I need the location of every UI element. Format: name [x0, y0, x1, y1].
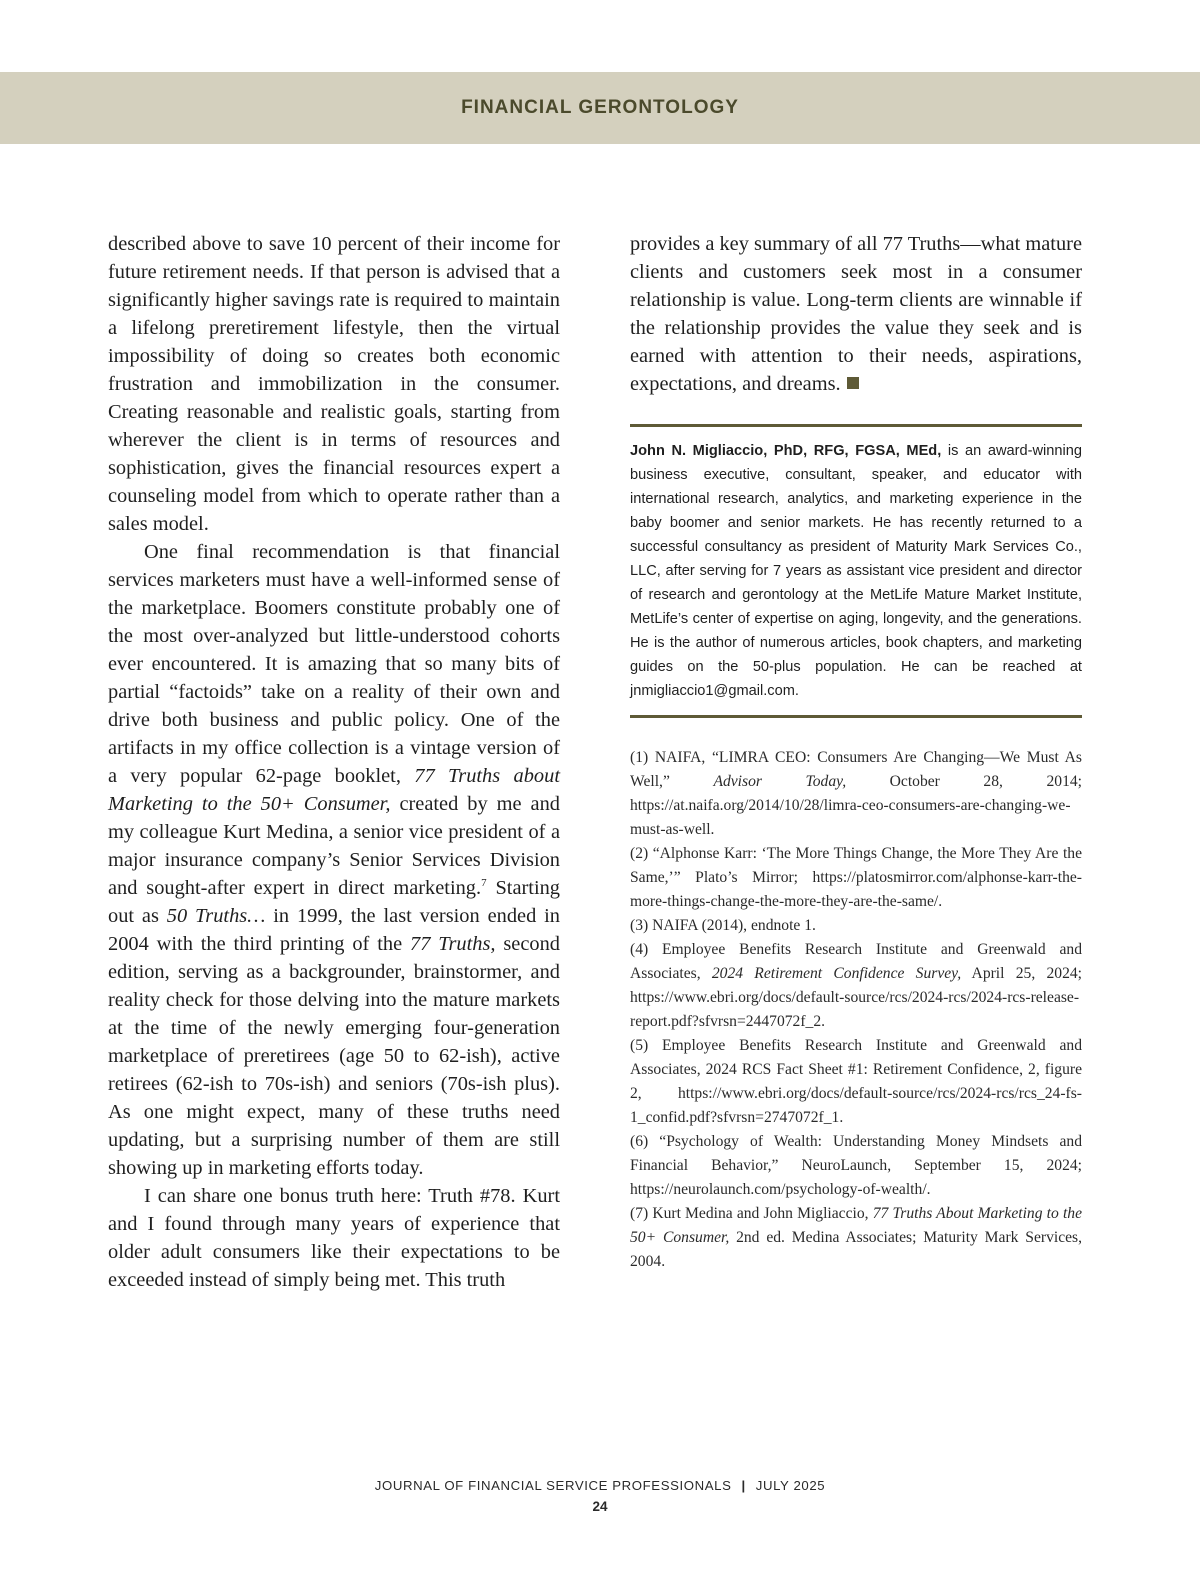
endnote-4: [630, 938, 1082, 1034]
page-number: 24: [592, 1499, 608, 1514]
endnote-4-text-b: April 25, 2024; https://www.ebri.org/docs/default-source/rcs/2024-rcs/2024-rcs-release-report.pdf?sfvrsn=2447072f_2.: [630, 965, 1083, 1030]
right-paragraph-1: [630, 230, 1082, 398]
endnote-2: (2) “Alphonse Karr: ‘The More Things Change, the More They Are the Same,’” Plato’s Mirror; https://platosmirror.com/alphonse-karr-the-more-things-change-the-more-they-are-the-same/.: [630, 845, 1082, 910]
left-paragraph-2-text-d: in 1999, the last version ended in 2004 with the third printing of the: [108, 905, 560, 955]
booklet-title-short: 50 Truths…: [166, 905, 266, 927]
left-paragraph-2-text-b: created by me and my colleague Kurt Medina, a senior vice president of a major insurance company’s Senior Services Division and sought-after expert in direct marketing.: [108, 793, 560, 899]
booklet-title: 77 Truths about Marketing to the 50+ Consumer,: [108, 765, 560, 815]
end-of-article-mark: [847, 377, 859, 389]
endnote-7: [630, 1202, 1082, 1274]
author-bio: [630, 427, 1082, 715]
running-header-band: [0, 72, 1200, 144]
left-column: [108, 230, 560, 1294]
left-paragraph-3: I can share one bonus truth here: Truth #78. Kurt and I found through many years of experience that older adult consumers like their expectations to be exceeded instead of simply being met. This truth: [108, 1185, 560, 1291]
left-paragraph-1: described above to save 10 percent of their income for future retirement needs. If that person is advised that a significantly higher savings rate is required to maintain a lifelong preretirement lifestyle, then the virtual impossibility of doing so creates both economic frustration and immobilization in the consumer. Creating reasonable and realistic goals, starting from wherever the client is in terms of resources and sophistication, gives the financial resources expert a counseling model from which to operate rather than a sales model.: [108, 233, 560, 535]
left-paragraph-2-text-e: second edition, serving as a backgrounder, brainstormer, and reality check for those delving into the mature markets at the time of the newly emerging four-generation marketplace of preretirees (age 50 to 62-ish), active retirees (62-ish to 70s-ish) and seniors (70s-ish plus). As one might expect, many of these truths need updating, but a surprising number of them are still showing up in marketing efforts today.: [108, 933, 560, 1179]
footer-separator: |: [741, 1478, 746, 1493]
endnote-1-italic: Advisor Today,: [713, 773, 847, 790]
endnotes: [630, 746, 1082, 1274]
endnote-ref-7: 7: [481, 877, 487, 890]
left-paragraph-2-text-a: One final recommendation is that financial services marketers must have a well-informed sense of the marketplace. Boomers constitute probably one of the most over-analyzed but little-understood cohorts ever encountered. It is amazing that so many bits of partial “factoids” take on a reality of their own and drive both business and public policy. One of the artifacts in my office collection is a vintage version of a very popular 62-page booklet,: [108, 541, 560, 787]
author-name: John N. Migliaccio, PhD, RFG, FGSA, MEd,: [630, 443, 942, 459]
endnote-5: (5) Employee Benefits Research Institute and Greenwald and Associates, 2024 RCS Fact Sheet #1: Retirement Confidence, 2, figure 2, https://www.ebri.org/docs/default-source/rcs/2024-rcs/rcs_24-fs-1_confid.pdf?sfvrsn=2747072f_1.: [630, 1037, 1082, 1126]
footer-journal-line: [0, 1478, 1200, 1493]
left-paragraph-2: [108, 538, 560, 1182]
right-paragraph-1-text: provides a key summary of all 77 Truths—what mature clients and customers seek most in a consumer relationship is value. Long-term clients are winnable if the relationship provides the value they seek and is earned with attention to their needs, aspirations, expectations, and dreams.: [630, 233, 1082, 395]
endnote-7-text-b: 2nd ed. Medina Associates; Maturity Mark Services, 2004.: [630, 1229, 1083, 1270]
author-bio-text: is an award-winning business executive, consultant, speaker, and educator with international research, analytics, and marketing experience in the baby boomer and senior markets. He has recently returned to a successful consultancy as president of Maturity Mark Services Co., LLC, after serving for 7 years as assistant vice president and director of research and gerontology at the MetLife Mature Market Institute, MetLife’s center of expertise on aging, longevity, and the generations. He is the author of numerous articles, book chapters, and marketing guides on the 50-plus population. He can be reached at jnmigliaccio1@gmail.com.: [630, 443, 1082, 699]
endnote-1-text-a: (1) NAIFA, “LIMRA CEO: Consumers Are Changing—We Must As Well,”: [630, 749, 1082, 790]
booklet-title-77: 77 Truths,: [410, 933, 496, 955]
endnote-6: (6) “Psychology of Wealth: Understanding Money Mindsets and Financial Behavior,” NeuroLaunch, September 15, 2024; https://neurolaunch.com/psychology-of-wealth/.: [630, 1133, 1082, 1198]
bio-bottom-rule: [630, 715, 1082, 718]
running-header-title: FINANCIAL GERONTOLOGY: [461, 97, 739, 118]
footer-journal-name: JOURNAL OF FINANCIAL SERVICE PROFESSIONALS: [374, 1478, 732, 1493]
endnote-4-text-a: (4) Employee Benefits Research Institute and Greenwald and Associates,: [630, 941, 1082, 982]
footer-issue-date: JULY 2025: [755, 1478, 826, 1493]
endnote-7-italic: 77 Truths About Marketing to the 50+ Consumer,: [630, 1205, 1082, 1246]
right-column: [630, 230, 1082, 1274]
endnote-1-text-b: October 28, 2014; https://at.naifa.org/2014/10/28/limra-ceo-consumers-are-changing-we-must-as-well.: [630, 773, 1082, 838]
left-paragraph-2-text-c: Starting out as: [108, 877, 561, 927]
page-footer: [0, 1478, 1200, 1514]
endnote-3: (3) NAIFA (2014), endnote 1.: [630, 917, 816, 934]
endnote-7-text-a: (7) Kurt Medina and John Migliaccio,: [630, 1205, 873, 1222]
endnote-1: [630, 746, 1082, 842]
endnote-4-italic: 2024 Retirement Confidence Survey,: [711, 965, 962, 982]
